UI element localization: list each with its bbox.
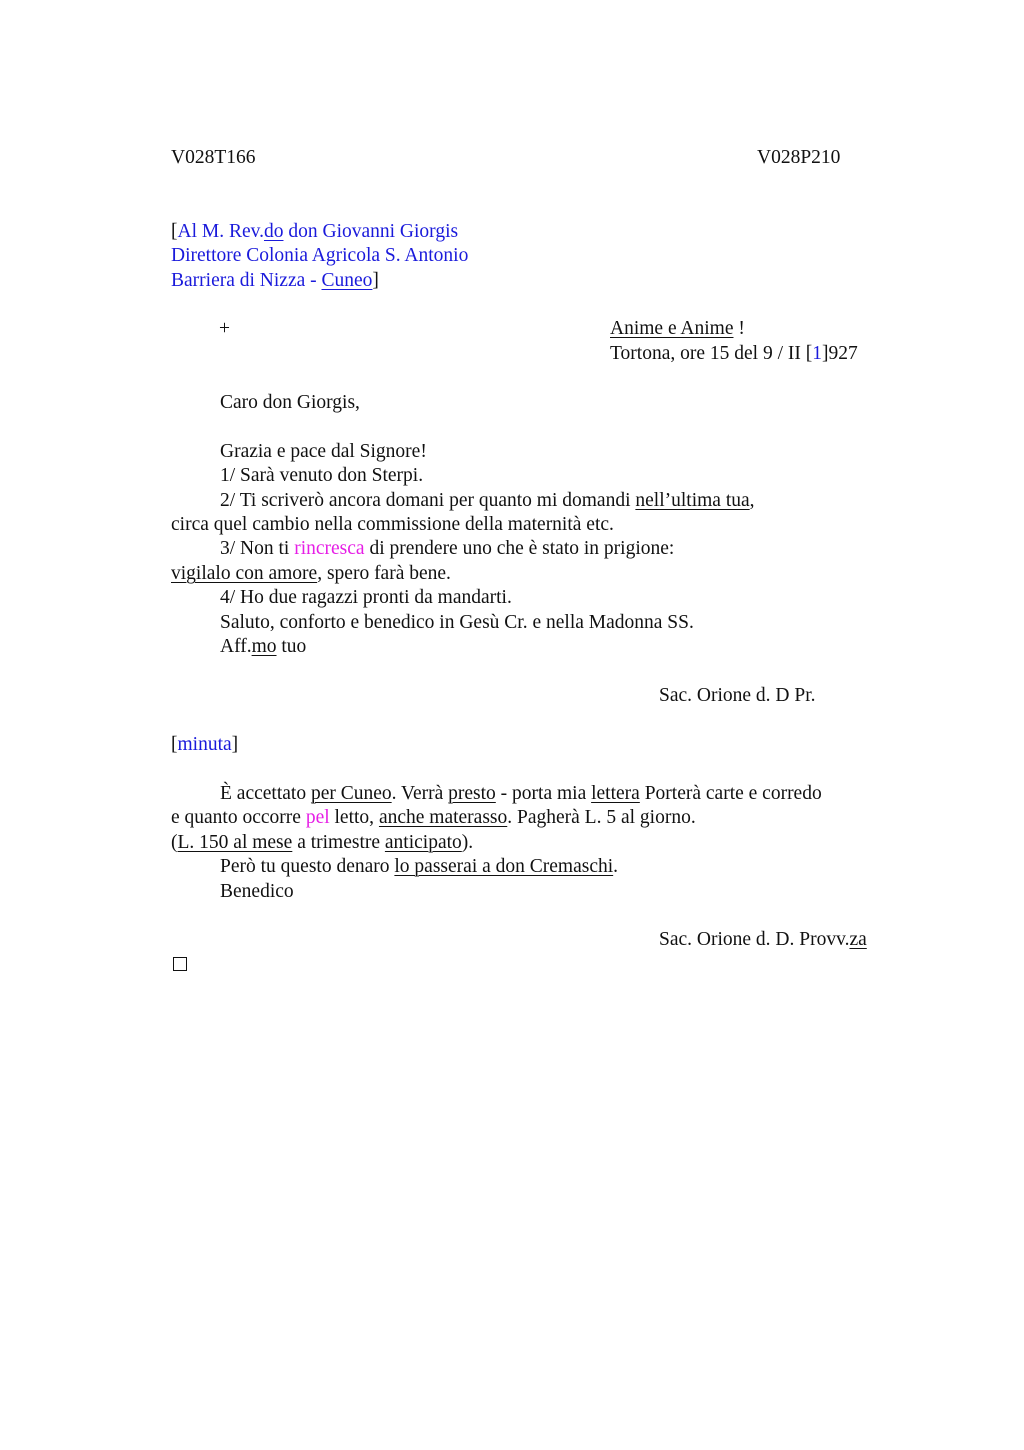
address-line-2: Direttore Colonia Agricola S. Antonio [171, 245, 469, 266]
item-4: 4/ Ho due ragazzi pronti da mandarti. [220, 587, 512, 608]
signature-2: Sac. Orione d. D. Provv.za [659, 929, 867, 950]
document-code-left: V028T166 [171, 147, 256, 168]
minuta-line-3: (L. 150 al mese a trimestre anticipato). [171, 832, 474, 853]
greeting: Grazia e pace dal Signore! [220, 441, 427, 462]
item-3: 3/ Non ti rincresca di prendere uno che è stato in prigione: [220, 538, 675, 559]
address-line-1: [Al M. Rev.do don Giovanni Giorgis [171, 221, 459, 242]
minuta-line-2: e quanto occorre pel letto, anche materasso. Pagherà L. 5 al giorno. [171, 807, 696, 828]
minuta-label: [minuta] [171, 734, 239, 755]
minuta-line-1: È accettato per Cuneo. Verrà presto - porta mia lettera Porterà carte e corredo [220, 783, 822, 804]
motto: Anime e Anime ! [610, 318, 745, 339]
signature-1: Sac. Orione d. D Pr. [659, 685, 816, 706]
item-2-continued: circa quel cambio nella commissione della maternità etc. [171, 514, 614, 535]
affectionate: Aff.mo tuo [220, 636, 307, 657]
minuta-line-4: Però tu questo denaro lo passerai a don Cremaschi. [220, 856, 619, 877]
end-marker-box-icon [173, 957, 187, 971]
minuta-line-5: Benedico [220, 881, 294, 902]
cross-icon: + [219, 318, 230, 339]
document-code-right: V028P210 [757, 147, 841, 168]
item-2: 2/ Ti scriverò ancora domani per quanto mi domandi nell’ultima tua, [220, 490, 755, 511]
dateline: Tortona, ore 15 del 9 / II [1]927 [610, 343, 858, 364]
address-line-3: Barriera di Nizza - Cuneo] [171, 270, 379, 291]
item-1: 1/ Sarà venuto don Sterpi. [220, 465, 424, 486]
item-3-continued: vigilalo con amore, spero farà bene. [171, 563, 451, 584]
salutation: Caro don Giorgis, [220, 392, 360, 413]
closing: Saluto, conforto e benedico in Gesù Cr. e nella Madonna SS. [220, 612, 694, 633]
